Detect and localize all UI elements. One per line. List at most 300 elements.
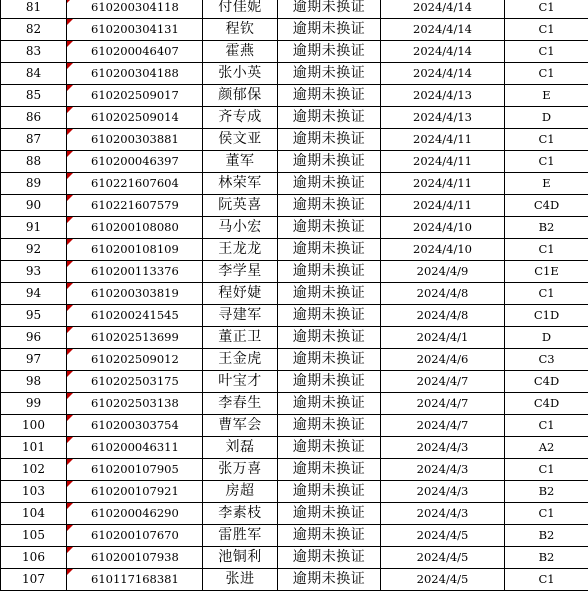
holder-name-cell[interactable] [203,0,278,19]
holder-name-text: 阮英喜 [218,197,262,213]
table-row [1,85,588,107]
holder-name-cell[interactable] [203,437,278,459]
license-class-text: A2 [538,440,555,454]
row-index-text: 101 [22,440,45,454]
holder-name-text: 董正卫 [218,329,262,345]
holder-name-cell[interactable] [203,503,278,525]
comment-marker-icon [67,283,73,289]
status-text: 逾期未换证 [292,131,366,147]
license-number-cell[interactable] [67,0,203,19]
status-cell[interactable] [278,525,381,547]
status-text: 逾期未换证 [292,307,366,323]
holder-name-text: 侯文亚 [218,131,262,147]
row-index-text: 91 [25,220,42,234]
holder-name-text: 叶宝才 [218,373,262,389]
row-index-text: 95 [25,308,42,322]
date-text: 2024/4/9 [416,264,469,278]
table-row [1,195,588,217]
table-row [1,415,588,437]
holder-name-text: 付佳妮 [218,0,262,15]
date-cell[interactable] [381,195,505,217]
license-number-text: 610221607604 [91,176,179,190]
license-class-cell[interactable] [505,217,588,239]
license-number-text: 610200107938 [91,550,179,564]
comment-marker-icon [67,481,73,487]
row-index-cell[interactable] [1,547,67,569]
date-cell[interactable] [381,415,505,437]
holder-name-text: 雷胜军 [218,527,262,543]
row-index-cell[interactable] [1,371,67,393]
holder-name-cell[interactable] [203,63,278,85]
license-class-text: C1 [538,44,555,58]
license-class-cell[interactable] [505,327,588,349]
holder-name-cell[interactable] [203,415,278,437]
comment-marker-icon [67,0,73,3]
date-text: 2024/4/14 [413,44,472,58]
row-index-cell[interactable] [1,305,67,327]
date-cell[interactable] [381,107,505,129]
row-index-cell[interactable] [1,437,67,459]
license-number-cell[interactable] [67,503,203,525]
license-number-cell[interactable] [67,85,203,107]
row-index-text: 92 [25,242,42,256]
license-number-text: 610200108109 [91,242,179,256]
table-row [1,107,588,129]
license-class-cell[interactable] [505,393,588,415]
holder-name-text: 刘磊 [225,439,255,455]
license-number-cell[interactable] [67,19,203,41]
license-class-cell[interactable] [505,481,588,503]
license-class-text: C4D [533,198,560,212]
license-class-text: C4D [533,374,560,388]
row-index-cell[interactable] [1,151,67,173]
license-number-cell[interactable] [67,349,203,371]
status-cell[interactable] [278,305,381,327]
row-index-cell[interactable] [1,19,67,41]
row-index-cell[interactable] [1,327,67,349]
row-index-text: 105 [22,528,45,542]
date-text: 2024/4/13 [413,88,472,102]
table-row [1,459,588,481]
date-cell[interactable] [381,129,505,151]
license-class-cell[interactable] [505,19,588,41]
row-index-cell[interactable] [1,503,67,525]
date-cell[interactable] [381,327,505,349]
table-row [1,261,588,283]
holder-name-text: 房超 [225,483,255,499]
holder-name-cell[interactable] [203,239,278,261]
license-class-cell[interactable] [505,371,588,393]
row-index-cell[interactable] [1,85,67,107]
license-class-cell[interactable] [505,569,588,591]
status-cell[interactable] [278,261,381,283]
row-index-cell[interactable] [1,129,67,151]
license-number-text: 610202503175 [91,374,179,388]
date-cell[interactable] [381,525,505,547]
row-index-cell[interactable] [1,195,67,217]
table-row [1,0,588,19]
table-row [1,239,588,261]
status-text: 逾期未换证 [292,21,366,37]
comment-marker-icon [67,129,73,135]
license-class-cell[interactable] [505,85,588,107]
table-row [1,173,588,195]
license-class-cell[interactable] [505,151,588,173]
status-cell[interactable] [278,415,381,437]
license-number-text: 610200303881 [91,132,179,146]
row-index-cell[interactable] [1,107,67,129]
status-cell[interactable] [278,327,381,349]
status-cell[interactable] [278,0,381,19]
comment-marker-icon [67,437,73,443]
date-cell[interactable] [381,305,505,327]
date-text: 2024/4/7 [416,374,469,388]
license-number-cell[interactable] [67,327,203,349]
status-text: 逾期未换证 [292,263,366,279]
license-number-cell[interactable] [67,151,203,173]
row-index-cell[interactable] [1,349,67,371]
date-text: 2024/4/8 [416,286,469,300]
date-text: 2024/4/8 [416,308,469,322]
license-class-cell[interactable] [505,437,588,459]
license-number-cell[interactable] [67,129,203,151]
row-index-text: 84 [25,66,42,80]
date-text: 2024/4/5 [416,550,469,564]
status-cell[interactable] [278,481,381,503]
comment-marker-icon [67,503,73,509]
holder-name-cell[interactable] [203,371,278,393]
status-cell[interactable] [278,41,381,63]
date-cell[interactable] [381,459,505,481]
date-cell[interactable] [381,63,505,85]
license-number-cell[interactable] [67,195,203,217]
holder-name-text: 张万喜 [218,461,262,477]
license-class-cell[interactable] [505,0,588,19]
status-cell[interactable] [278,437,381,459]
license-number-text: 610200241545 [91,308,179,322]
comment-marker-icon [67,173,73,179]
row-index-cell[interactable] [1,459,67,481]
license-number-text: 610200107670 [91,528,179,542]
holder-name-text: 齐专成 [218,109,262,125]
status-cell[interactable] [278,129,381,151]
license-class-cell[interactable] [505,63,588,85]
row-index-cell[interactable] [1,481,67,503]
date-text: 2024/4/10 [413,242,472,256]
table-row [1,393,588,415]
date-text: 2024/4/5 [416,528,469,542]
row-index-text: 96 [25,330,42,344]
row-index-text: 83 [25,44,42,58]
license-number-text: 610117168381 [91,572,179,586]
row-index-cell[interactable] [1,239,67,261]
license-class-cell[interactable] [505,547,588,569]
license-number-cell[interactable] [67,415,203,437]
status-cell[interactable] [278,569,381,591]
holder-name-cell[interactable] [203,349,278,371]
holder-name-text: 李素枝 [218,505,262,521]
date-cell[interactable] [381,547,505,569]
license-class-text: C1 [538,22,555,36]
status-cell[interactable] [278,283,381,305]
license-number-cell[interactable] [67,283,203,305]
license-number-cell[interactable] [67,547,203,569]
license-number-text: 610202503138 [91,396,179,410]
row-index-text: 99 [25,396,42,410]
row-index-text: 94 [25,286,42,300]
license-number-cell[interactable] [67,107,203,129]
license-number-cell[interactable] [67,173,203,195]
license-number-cell[interactable] [67,239,203,261]
license-number-cell[interactable] [67,481,203,503]
license-class-cell[interactable] [505,283,588,305]
status-cell[interactable] [278,85,381,107]
row-index-cell[interactable] [1,41,67,63]
holder-name-cell[interactable] [203,459,278,481]
comment-marker-icon [67,327,73,333]
date-text: 2024/4/11 [413,132,472,146]
holder-name-cell[interactable] [203,261,278,283]
status-cell[interactable] [278,503,381,525]
comment-marker-icon [67,415,73,421]
status-text: 逾期未换证 [292,439,366,455]
holder-name-cell[interactable] [203,305,278,327]
date-cell[interactable] [381,217,505,239]
status-text: 逾期未换证 [292,241,366,257]
row-index-cell[interactable] [1,173,67,195]
holder-name-text: 李学星 [218,263,262,279]
date-cell[interactable] [381,0,505,19]
license-class-cell[interactable] [505,305,588,327]
date-cell[interactable] [381,151,505,173]
holder-name-cell[interactable] [203,151,278,173]
license-number-cell[interactable] [67,393,203,415]
date-cell[interactable] [381,261,505,283]
date-text: 2024/4/3 [416,484,469,498]
comment-marker-icon [67,217,73,223]
license-class-cell[interactable] [505,173,588,195]
holder-name-cell[interactable] [203,525,278,547]
license-class-text: C1 [538,572,555,586]
license-number-cell[interactable] [67,305,203,327]
license-class-cell[interactable] [505,459,588,481]
status-text: 逾期未换证 [292,219,366,235]
comment-marker-icon [67,547,73,553]
holder-name-text: 张进 [225,571,255,587]
comment-marker-icon [67,349,73,355]
license-class-cell[interactable] [505,525,588,547]
status-cell[interactable] [278,63,381,85]
license-number-text: 610200046407 [91,44,179,58]
status-text: 逾期未换证 [292,461,366,477]
status-cell[interactable] [278,239,381,261]
date-text: 2024/4/11 [413,198,472,212]
status-cell[interactable] [278,151,381,173]
date-cell[interactable] [381,569,505,591]
date-cell[interactable] [381,239,505,261]
date-cell[interactable] [381,393,505,415]
license-class-cell[interactable] [505,261,588,283]
status-text: 逾期未换证 [292,197,366,213]
license-number-cell[interactable] [67,437,203,459]
table-row [1,327,588,349]
date-cell[interactable] [381,41,505,63]
date-cell[interactable] [381,503,505,525]
license-class-text: C1D [533,308,560,322]
status-cell[interactable] [278,371,381,393]
holder-name-cell[interactable] [203,129,278,151]
holder-name-cell[interactable] [203,41,278,63]
comment-marker-icon [67,19,73,25]
license-number-cell[interactable] [67,459,203,481]
status-text: 逾期未换证 [292,285,366,301]
comment-marker-icon [67,63,73,69]
license-class-cell[interactable] [505,503,588,525]
license-class-cell[interactable] [505,129,588,151]
holder-name-cell[interactable] [203,107,278,129]
license-number-cell[interactable] [67,261,203,283]
status-text: 逾期未换证 [292,395,366,411]
date-cell[interactable] [381,437,505,459]
comment-marker-icon [67,525,73,531]
row-index-text: 88 [25,154,42,168]
row-index-cell[interactable] [1,569,67,591]
row-index-cell[interactable] [1,525,67,547]
holder-name-text: 王金虎 [218,351,262,367]
license-class-cell[interactable] [505,195,588,217]
license-class-cell[interactable] [505,107,588,129]
row-index-cell[interactable] [1,415,67,437]
table-row [1,129,588,151]
date-cell[interactable] [381,173,505,195]
license-number-text: 610200304188 [91,66,179,80]
license-class-text: C1 [538,66,555,80]
license-class-cell[interactable] [505,239,588,261]
holder-name-cell[interactable] [203,327,278,349]
table-row [1,41,588,63]
row-index-cell[interactable] [1,393,67,415]
date-cell[interactable] [381,481,505,503]
holder-name-cell[interactable] [203,283,278,305]
date-cell[interactable] [381,85,505,107]
date-cell[interactable] [381,283,505,305]
status-cell[interactable] [278,547,381,569]
date-text: 2024/4/3 [416,440,469,454]
table-row [1,503,588,525]
status-cell[interactable] [278,217,381,239]
holder-name-cell[interactable] [203,173,278,195]
date-text: 2024/4/1 [416,330,469,344]
date-text: 2024/4/7 [416,396,469,410]
license-number-cell[interactable] [67,371,203,393]
license-class-text: C1 [538,286,555,300]
row-index-cell[interactable] [1,261,67,283]
license-class-cell[interactable] [505,349,588,371]
holder-name-cell[interactable] [203,195,278,217]
license-number-text: 610200303754 [91,418,179,432]
license-number-cell[interactable] [67,569,203,591]
holder-name-cell[interactable] [203,19,278,41]
comment-marker-icon [67,239,73,245]
license-class-text: C3 [538,352,555,366]
status-cell[interactable] [278,19,381,41]
license-number-text: 610200046311 [91,440,179,454]
status-cell[interactable] [278,195,381,217]
holder-name-cell[interactable] [203,217,278,239]
license-class-text: C4D [533,396,560,410]
status-cell[interactable] [278,173,381,195]
license-number-text: 610200304131 [91,22,179,36]
comment-marker-icon [67,195,73,201]
license-number-cell[interactable] [67,63,203,85]
date-text: 2024/4/10 [413,220,472,234]
license-class-text: C1E [534,264,559,278]
license-number-text: 610200108080 [91,220,179,234]
date-text: 2024/4/13 [413,110,472,124]
table-row [1,63,588,85]
date-text: 2024/4/3 [416,462,469,476]
license-number-cell[interactable] [67,217,203,239]
comment-marker-icon [67,393,73,399]
status-cell[interactable] [278,393,381,415]
date-text: 2024/4/14 [413,0,472,14]
status-cell[interactable] [278,459,381,481]
table-row [1,349,588,371]
license-number-cell[interactable] [67,525,203,547]
holder-name-cell[interactable] [203,85,278,107]
holder-name-text: 董军 [225,153,255,169]
license-class-text: B2 [538,220,555,234]
status-text: 逾期未换证 [292,153,366,169]
row-index-cell[interactable] [1,283,67,305]
row-index-text: 97 [25,352,42,366]
row-index-cell[interactable] [1,217,67,239]
license-number-text: 610200107905 [91,462,179,476]
table-row [1,283,588,305]
comment-marker-icon [67,459,73,465]
status-text: 逾期未换证 [292,0,366,15]
status-cell[interactable] [278,107,381,129]
holder-name-text: 林荣军 [218,175,262,191]
license-number-cell[interactable] [67,41,203,63]
status-text: 逾期未换证 [292,329,366,345]
holder-name-cell[interactable] [203,393,278,415]
holder-name-cell[interactable] [203,547,278,569]
comment-marker-icon [67,569,73,575]
license-class-cell[interactable] [505,415,588,437]
row-index-cell[interactable] [1,63,67,85]
date-cell[interactable] [381,371,505,393]
holder-name-cell[interactable] [203,481,278,503]
date-cell[interactable] [381,19,505,41]
date-cell[interactable] [381,349,505,371]
license-class-text: E [542,176,551,190]
status-cell[interactable] [278,349,381,371]
license-class-text: D [541,110,552,124]
holder-name-cell[interactable] [203,569,278,591]
holder-name-text: 程妤婕 [218,285,262,301]
license-class-text: C1 [538,418,555,432]
status-text: 逾期未换证 [292,87,366,103]
license-number-text: 610200303819 [91,286,179,300]
license-class-text: B2 [538,528,555,542]
row-index-cell[interactable] [1,0,67,19]
license-class-text: C1 [538,0,555,14]
holder-name-text: 曹军会 [218,417,262,433]
holder-name-text: 王龙龙 [218,241,262,257]
license-class-cell[interactable] [505,41,588,63]
row-index-text: 93 [25,264,42,278]
